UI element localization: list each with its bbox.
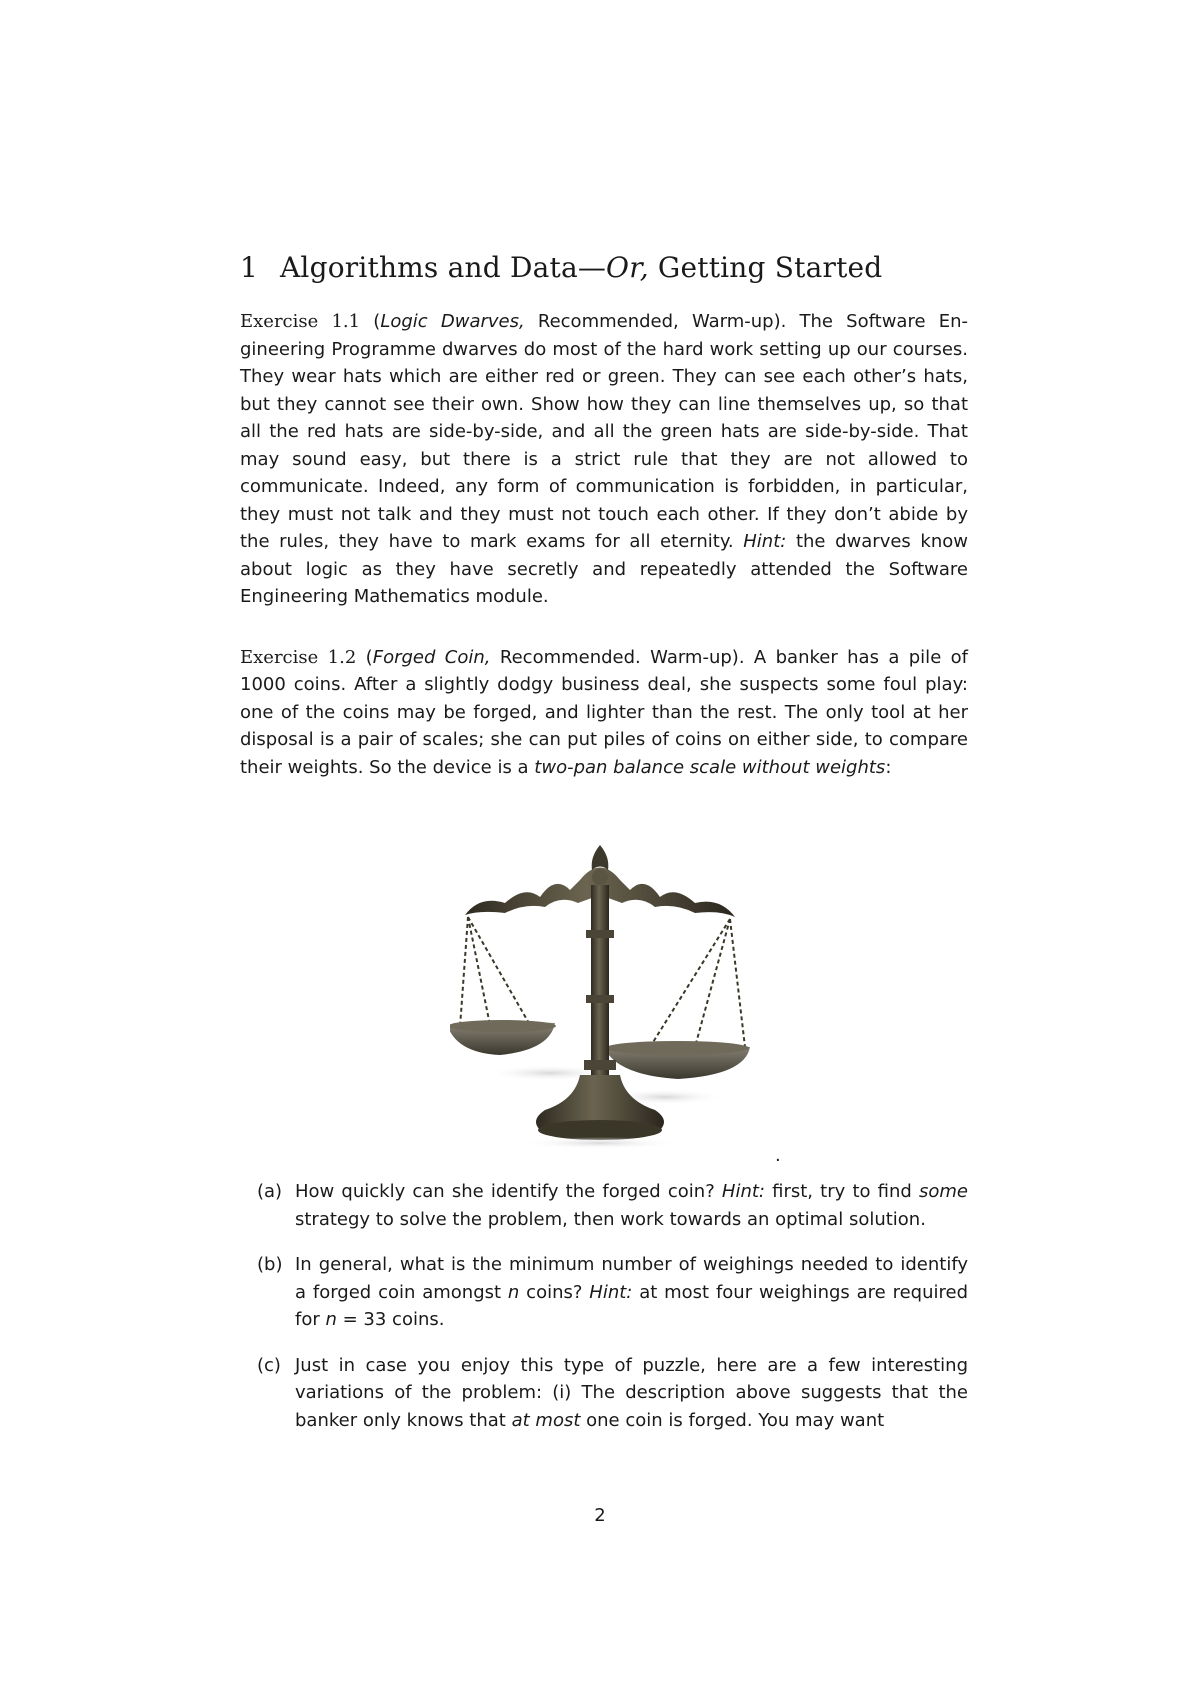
right-chains <box>650 919 745 1047</box>
right-pan-rim <box>605 1041 749 1055</box>
balance-scale-image <box>450 835 750 1155</box>
exercise-1-2-paren: ( <box>356 646 373 668</box>
subitem-b-hint: Hint: <box>589 1281 633 1303</box>
section-title-italic: Or, <box>606 251 649 284</box>
exercise-1-2-tags: Recommended. Warm-up). <box>490 646 745 668</box>
section-title-part2: Getting Started <box>648 251 883 284</box>
subitem-b-var-n2: n <box>325 1309 337 1330</box>
subitem-c-italic: at most <box>511 1409 581 1431</box>
exercise-1-1-paren: ( <box>360 311 381 332</box>
left-pan-rim <box>450 1020 556 1032</box>
pillar-collar-1 <box>586 930 614 938</box>
base-shadow <box>520 1137 680 1149</box>
exercise-1-2-text-2: : <box>885 756 892 778</box>
subitem-b-text-3: at most four weighings are required for <box>295 1281 968 1330</box>
page-number: 2 <box>594 1505 606 1526</box>
left-chains <box>460 917 530 1027</box>
exercise-1-1-text-1: The Software Engineering Programme dwarves do most of the hard work setting up our courses. They wear hats which are either red or green. They can see each other’s hats, but they cannot see their own. Show how they can line themselves up, so that all the red hats are side-by-side, and all the green hats are side-by-side. That may sound easy, but there is a strict rule that they are not allowed to communicate. Indeed, any form of communication is forbidden, in particular, they must not talk and they must not touch each other. If they don’t abide by the rules, they have to mark exams for all eternity. <box>240 311 968 552</box>
exercise-1-1-name: Logic Dwarves, <box>380 311 525 332</box>
exercise-1-1-text-2: the dwarves know about logic as they have secretly and repeatedly attended the Software Engineering Mathematics module. <box>240 531 968 607</box>
subitem-a-text-2: first, try to find <box>764 1181 919 1202</box>
subitem-a-label: (a) <box>257 1181 283 1202</box>
subitem-c-text-2: one coin is forged. You may want <box>580 1409 885 1431</box>
exercise-1-1 <box>240 308 968 611</box>
subitem-b-label: (b) <box>257 1254 283 1275</box>
main-content <box>240 250 968 781</box>
pillar-collar-3 <box>584 1060 616 1070</box>
subitem-a-text-3: strategy to solve the problem, then work towards an optimal solution. <box>295 1208 926 1230</box>
subitem-c-text-1: Just in case you enjoy this type of puzzle, here are a few interesting variations of the problem: (i) The description above suggests that the banker only knows that <box>295 1354 968 1431</box>
exercise-1-2-subitems <box>240 1178 968 1452</box>
exercise-1-2-label: Exercise 1.2 <box>240 646 357 668</box>
subitem-a-hint: Hint: <box>721 1181 765 1202</box>
section-title-part1: Algorithms and Data— <box>280 251 607 284</box>
subitem-b-text-2: coins? <box>519 1281 590 1303</box>
section-number: 1 <box>240 251 259 284</box>
subitem-a-text-1: How quickly can she identify the forged coin? <box>295 1181 722 1202</box>
exercise-1-1-hint-label: Hint: <box>743 531 787 552</box>
exercise-1-2-text-1: A banker has a pile of 1000 coins. After a slightly dodgy business deal, she suspects some foul play: one of the coins may be forged, and lighter than the rest. The only tool at her disposal is a pair of scales; she can put piles of coins on either side, to compare their weights. So the device is a <box>240 646 968 778</box>
figure-caption-dot: . <box>775 1145 781 1166</box>
scale-pillar <box>591 885 609 1085</box>
scale-finial <box>592 845 609 870</box>
subitem-b-var-n: n <box>507 1281 520 1303</box>
subitem-c-label: (c) <box>257 1354 281 1376</box>
subitem-b-text-4: = 33 coins. <box>336 1309 445 1330</box>
section-title <box>240 250 968 286</box>
subitem-b-text-1: In general, what is the minimum number of weighings needed to identify a forged coin amongst <box>295 1254 968 1303</box>
exercise-1-2-device: two-pan balance scale without weights <box>534 756 886 778</box>
exercise-1-2 <box>240 644 968 782</box>
exercise-1-1-tags: Recommended, Warm-up). <box>524 311 787 332</box>
subitem-a <box>240 1178 968 1233</box>
pillar-collar-2 <box>586 995 614 1003</box>
scale-pivot <box>592 869 608 885</box>
subitem-b <box>240 1251 968 1334</box>
exercise-1-1-label: Exercise 1.1 <box>240 311 361 332</box>
balance-scale-figure <box>450 835 750 1155</box>
exercise-1-2-name: Forged Coin, <box>372 646 491 668</box>
subitem-a-italic: some <box>919 1181 968 1202</box>
subitem-c <box>240 1352 968 1435</box>
